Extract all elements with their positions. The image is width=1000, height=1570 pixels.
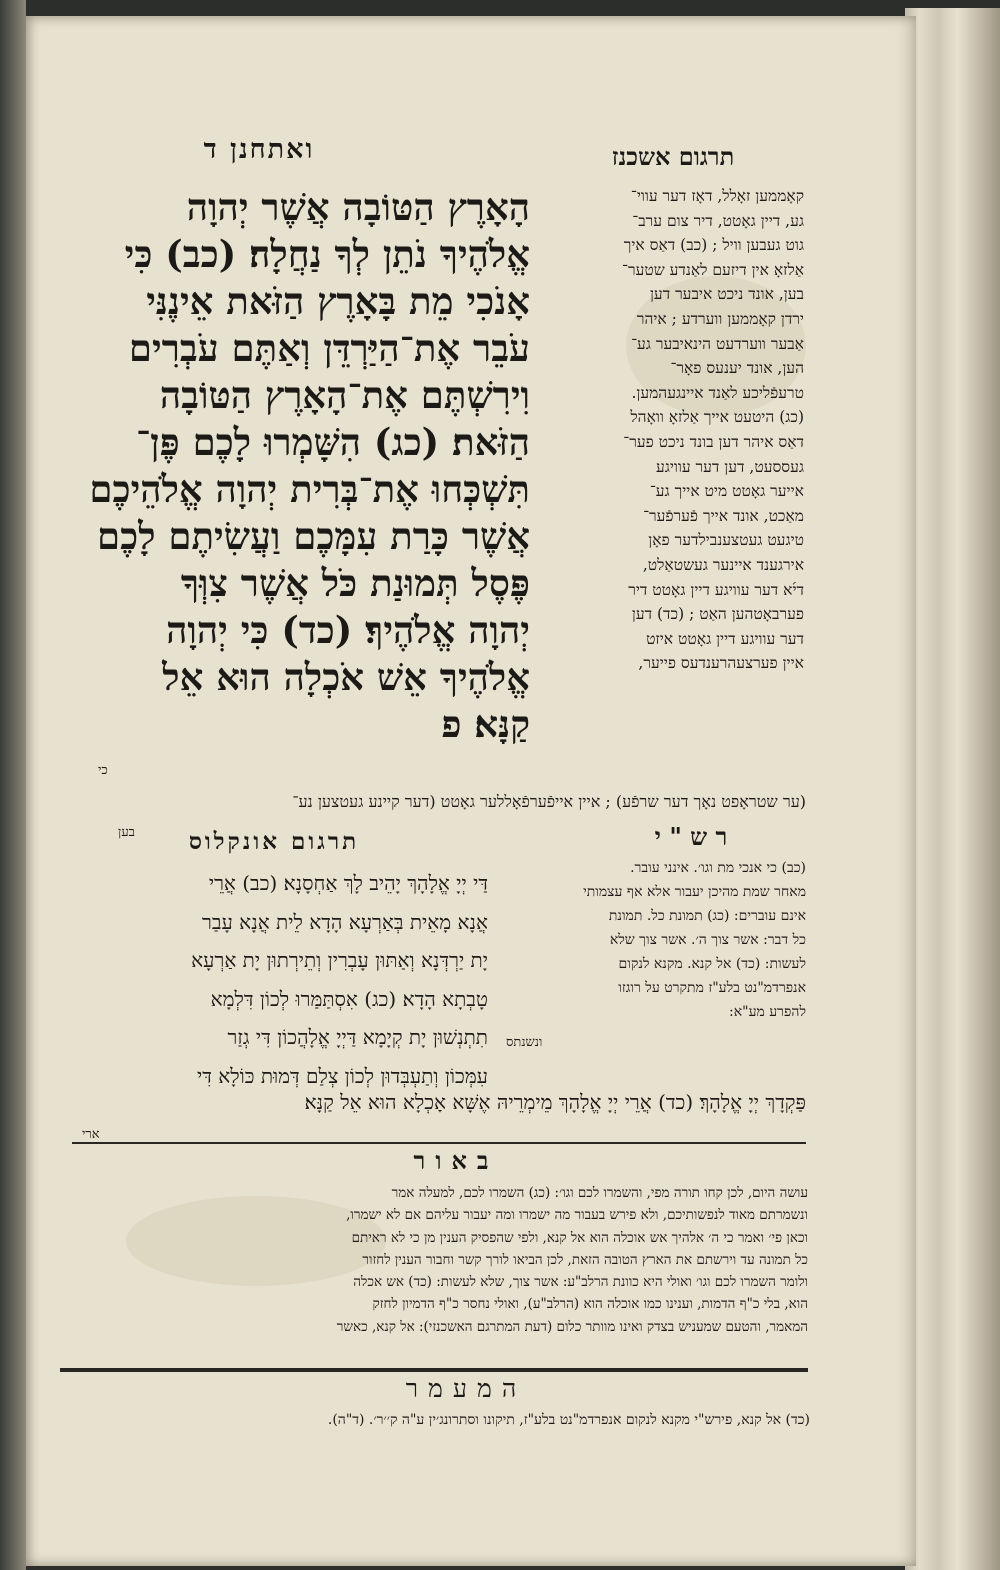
yiddish-line: גע, דיין גאָטט, דיר צום ערב־ <box>632 211 804 230</box>
catchword-rashi: ונשנתס <box>506 1035 543 1050</box>
torah-line: עֹבֵר אֶת־הַיַּרְדֵּן וְאַתֶּם עֹבְרִים <box>128 326 530 370</box>
biur-title: באור <box>413 1146 499 1175</box>
biur-line: כל תמונה עד וירשתם את הארץ הטובה הזאת, לכן הביאו לורך קשר וחבור הענין לחזור <box>362 1251 808 1268</box>
onkelos-line: תִתְנְשׁוּן יָת קְיָמָא דַּיְיָ אֱלָהֲכוֹן דִּי גְזַר <box>227 1025 488 1049</box>
biur-line: הוא, בלי כ"ף הדמות, וענינו כמו אוכלה הוא (הרלב"ע), ואולי נחסר כ"ף הדמיון לחזק <box>372 1296 808 1313</box>
onkelos-line: אֲנָא מָאֵית בְּאַרְעָא הָדָא לֵית אֲנָא עָבַר <box>202 909 488 934</box>
yiddish-line: ירדן קאָממען ווערדע ; איהר <box>636 309 804 328</box>
onkelos-text <box>40 864 488 1095</box>
biur-line: ולומר השמרו לכם וגו׳ ואולי היא כוונת הרלב"ע: אשר צוך, שלא לעשות: (כד) אש אכלה <box>353 1274 808 1291</box>
book-spine-edge <box>0 0 26 1570</box>
yiddish-line: דאַס איהר דען בונד ניכט פער־ <box>623 432 804 451</box>
yiddish-line: מאַכט, אונד אייך פֿערפֿער־ <box>643 506 804 525</box>
yiddish-line: דער עוויגע דיין גאָטט איזט <box>646 629 804 648</box>
onkelos-line: טָבְתָא הָדָא׃ (כג) אִסְתַּמַּרוּ לְכוֹן דִּלְמָא <box>210 986 488 1011</box>
torah-line: הָאָרֶץ הַטּוֹבָה אֲשֶׁר יְהוָה <box>186 185 530 229</box>
onkelos-last-line: פַּקְדָךְ יְיָ אֱלָהָךְ׃ (כד) אֲרֵי יְיָ אֱלָהָךְ מֵימְרֵיהּ אֶשָּׁא אָכְלָא הוּא אֵל קַנָּא׃ <box>304 1090 806 1114</box>
onkelos-title: תרגום אונקלוס <box>188 828 360 855</box>
rashi-line: אינם עוברים: (כג) תמונת כל. תמונת <box>608 908 806 924</box>
torah-line: אֱלֹהֶיךָ נֹתֵן לְךָ נַחֲלָה׃ (כב) כִּי <box>124 232 530 276</box>
rashi-line: (כב) כי אנכי מת וגו׳. אינני עובר. <box>630 860 806 876</box>
yiddish-continuation: (ער שטראָפט נאָך דער שרפֿע) ; איין אייפֿערפֿאָללער גאָטט (דער קיינע געטצען נע־ <box>292 792 806 811</box>
divider-rule-thick <box>60 1368 808 1372</box>
rashi-title: ר ש " י <box>654 822 728 851</box>
hameamer-text: (כד) אל קנא, פירש"י מקנא לנקום אנפרדמ"נט בלע"ז, תיקונו וסתרונג׳ין ע"ה ק׳׳ר׳. (ד"ה). <box>327 1412 810 1428</box>
onkelos-line: דַּי יְיָ אֱלָהָךְ יָהֵיב לָךְ אַחְסָנָא׃ (כב) אֲרֵי <box>208 871 488 895</box>
biur-line: וכאן פי׳ ואמר כי ה׳ אלהיך אש אוכלה הוא אל קנא, ולפי שהפסיק הענין מן כי לא ראיתם <box>351 1229 808 1246</box>
yiddish-line: פערבאָטהען האַט ; (כד) דען <box>631 605 804 624</box>
torah-line: תִּשְׁכְּחוּ אֶת־בְּרִית יְהוָה אֱלֹהֵיכֶם <box>89 467 530 511</box>
onkelos-line: יָת יַרְדְּנָא וְאַתּוּן עָבְרִין וְתֵירְתוּן יָת אַרְעָא <box>191 948 488 972</box>
divider-rule <box>72 1142 806 1144</box>
yiddish-line: איין פערצעהרענדעס פייער, <box>638 654 804 673</box>
torah-line: אֲשֶׁר כָּרַת עִמָּכֶם וַעֲשִׂיתֶם לָכֶם <box>97 514 530 558</box>
rashi-line: כל דבר: אשר צוך ה׳. אשר צוך שלא <box>609 932 806 948</box>
yiddish-line: געססעט, דען דער עוויגע <box>655 457 804 476</box>
page-edges <box>905 8 1000 1570</box>
catchword-yiddish: בען <box>118 825 135 840</box>
yiddish-line: קאָממען זאָלל, דאָז דער עווי־ <box>630 187 804 205</box>
yiddish-line: הען, אונד יענעס פאָר־ <box>670 359 804 378</box>
catchword-torah: כי <box>98 763 108 778</box>
rashi-line: אנפרדמ"נט בלע"ז מתקרט על רוגזו <box>618 980 806 996</box>
yiddish-line: אייער גאָטט מיט אייך גע־ <box>649 482 804 501</box>
yiddish-line: די֜א דער עוויגע דיין גאָטט דיר <box>628 580 804 599</box>
yiddish-line: אַבער ווערדעט הינאיבער גע־ <box>631 334 804 353</box>
yiddish-line: גוט געבען וויל ; (כב) דאַס איך <box>623 236 804 255</box>
parsha-header: ואתחנן ד <box>203 134 315 165</box>
torah-line: הַזֹּאת׃ (כג) הִשָּׁמְרוּ לָכֶם פֶּן־ <box>135 420 530 464</box>
torah-line: אָנֹכִי מֵת בָּאָרֶץ הַזֹּאת אֵינֶנִּי <box>146 279 530 323</box>
torah-line: יְהוָה אֱלֹהֶיךָ׃ (כד) כִּי יְהוָה <box>166 608 530 652</box>
biur-line: עושה היום, לכן קחו תורה מפי, והשמרו לכם וגו׳: (כג) השמרו לכם, למעלה אמר <box>391 1185 808 1201</box>
torah-line: פֶּסֶל תְּמוּנַת כֹּל אֲשֶׁר צִוְּךָ <box>180 561 530 605</box>
rashi-line: להפרע מע"א: <box>729 1004 806 1020</box>
rashi-line: לעשות: (כד) אל קנא. מקנא לנקום <box>618 956 806 972</box>
onkelos-line: עִמְּכוֹן וְתַעְבְּדוּן לְכוֹן צְלַם דְּמוּת כּוֹלָא דִּי <box>197 1063 488 1088</box>
translation-header: תרגום אשכנז <box>611 142 735 171</box>
yiddish-line: אירגענד איינער געשטאַלט, <box>642 555 804 574</box>
yiddish-translation <box>542 184 804 676</box>
biur-text <box>56 1182 808 1338</box>
biur-line: המאמר, והטעם שמעניש בצדק ואינו מוותר כלום (דעת המתרגם האשכנזי): אל קנא, כאשר <box>336 1318 808 1335</box>
hameamer-title: המעמר <box>405 1374 527 1403</box>
yiddish-line: טרעפֿליכע לאַנד איינגעהמען. <box>631 383 804 402</box>
rashi-text <box>496 856 806 1024</box>
book-page <box>26 16 916 1566</box>
torah-text <box>40 184 530 748</box>
yiddish-line: (כג) היטעט אייך אַלזאָ וואָהל <box>630 408 804 427</box>
yiddish-line: טיגעט געטצענבילדער פאָן <box>648 531 804 550</box>
torah-line: אֱלֹהֶיךָ אֵשׁ אֹכְלָה הוּא אֵל <box>162 655 530 699</box>
torah-line: וִירִשְׁתֶּם אֶת־הָאָרֶץ הַטּוֹבָה <box>159 373 530 417</box>
yiddish-line: בען, אונד ניכט איבער דען <box>649 285 804 304</box>
torah-line: קַנָּא׃ פ <box>441 702 530 746</box>
catchword-onkelos: ארי <box>82 1127 100 1142</box>
yiddish-line: אַלזאָ אין דיזעם לאַנדע שטער־ <box>622 260 804 279</box>
biur-line: ונשמרתם מאוד לנפשותיכם, ולא פירש בעבור מה ישמרו ומה יעבור עליהם אם לא ישמרו, <box>346 1207 808 1224</box>
rashi-line: מאחר שמת מהיכן יעבור אלא אף עצמותי <box>583 884 806 900</box>
